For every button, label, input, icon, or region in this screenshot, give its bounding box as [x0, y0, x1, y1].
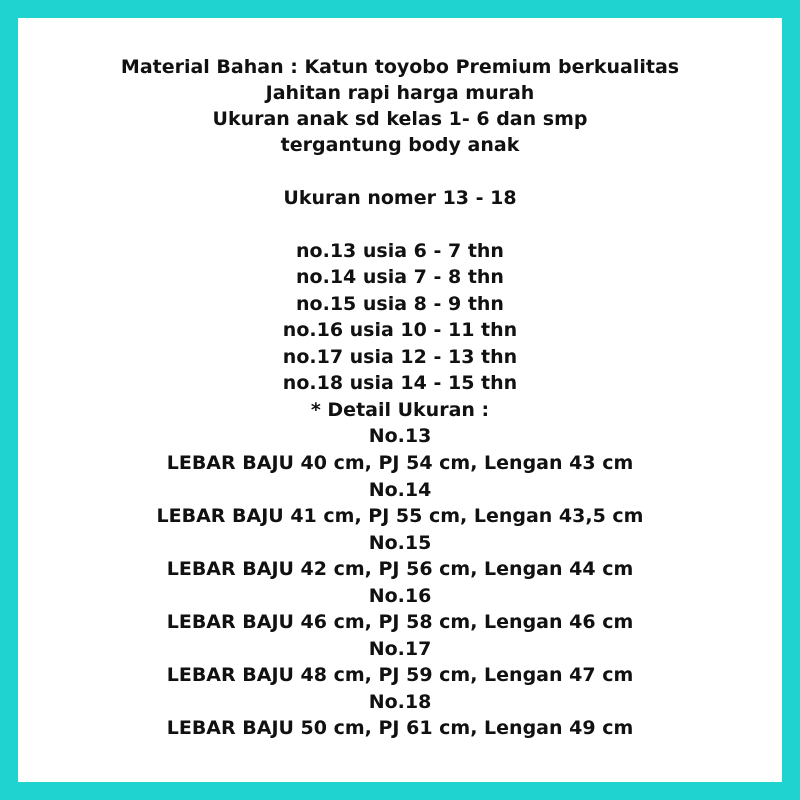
detail-measure-17: LEBAR BAJU 48 cm, PJ 59 cm, Lengan 47 cm: [166, 664, 634, 686]
age-line-13: no.13 usia 6 - 7 thn: [296, 240, 504, 262]
material-line: Material Bahan : Katun toyobo Premium berkualitas: [120, 56, 680, 78]
detail-no-13: No.13: [368, 425, 432, 447]
detail-no-18: No.18: [368, 691, 432, 713]
detail-measure-14: LEBAR BAJU 41 cm, PJ 55 cm, Lengan 43,5 cm: [156, 505, 644, 527]
jahitan-line: Jahitan rapi harga murah: [265, 82, 535, 104]
ukuran-anak-line: Ukuran anak sd kelas 1- 6 dan smp: [212, 108, 588, 130]
detail-measure-18: LEBAR BAJU 50 cm, PJ 61 cm, Lengan 49 cm: [166, 717, 634, 739]
detail-no-17: No.17: [368, 638, 432, 660]
detail-no-15: No.15: [368, 532, 432, 554]
age-line-15: no.15 usia 8 - 9 thn: [296, 293, 504, 315]
age-line-18: no.18 usia 14 - 15 thn: [282, 372, 518, 394]
detail-no-14: No.14: [368, 479, 432, 501]
detail-heading: * Detail Ukuran :: [310, 399, 490, 421]
age-line-14: no.14 usia 7 - 8 thn: [296, 266, 504, 288]
detail-measure-13: LEBAR BAJU 40 cm, PJ 54 cm, Lengan 43 cm: [166, 452, 634, 474]
detail-no-16: No.16: [368, 585, 432, 607]
detail-measure-15: LEBAR BAJU 42 cm, PJ 56 cm, Lengan 44 cm: [166, 558, 634, 580]
age-line-17: no.17 usia 12 - 13 thn: [282, 346, 518, 368]
detail-measure-16: LEBAR BAJU 46 cm, PJ 58 cm, Lengan 46 cm: [166, 611, 634, 633]
tergantung-line: tergantung body anak: [280, 134, 520, 156]
age-line-16: no.16 usia 10 - 11 thn: [282, 319, 518, 341]
size-range-line: Ukuran nomer 13 - 18: [283, 187, 517, 209]
